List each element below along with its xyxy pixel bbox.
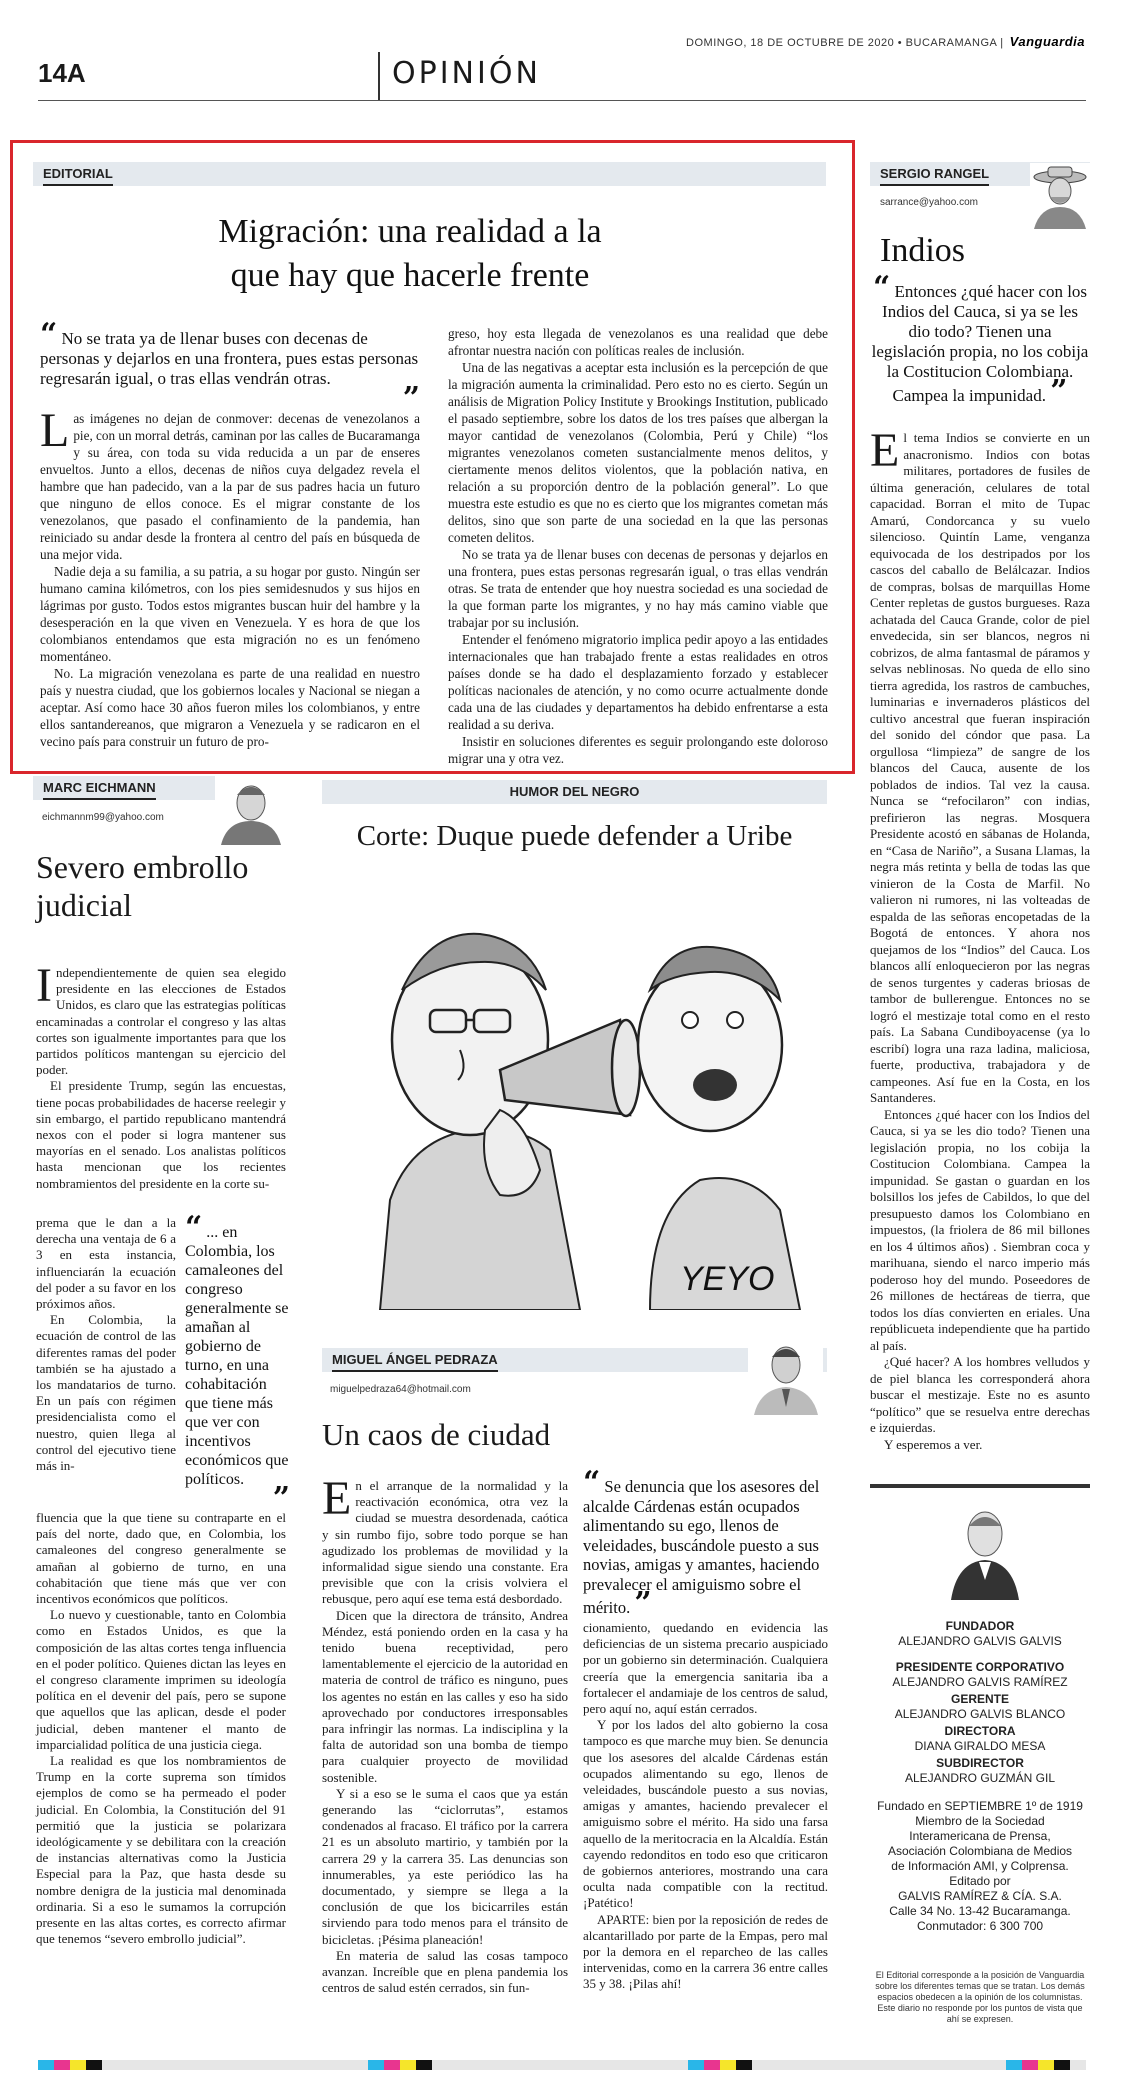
info-line: Fundado en SEPTIEMBRE 1º de 1919 [877,1799,1083,1813]
eichmann-body-top [36,959,286,1192]
cartoonist-signature: YEYO [680,1260,775,1298]
info-line: Interamericana de Prensa, [909,1829,1051,1843]
dropcap: E [870,424,900,477]
columnist-email: miguelpedraza64@hotmail.com [330,1384,471,1395]
paragraph: ¿Qué hacer? A los hombres velludos y de piel blanca les corresponderá ahora buscar el mestizaje. Este no es asunto “político” que se resuelva entre derechas e izquierdas. [870,1354,1090,1435]
pedraza-column-2 [583,1620,828,1993]
paragraph: Insistir en soluciones diferentes es seguir prolongando este doloroso migrar una y otra vez. [448,734,828,766]
paragraph: Una de las negativas a aceptar esta inclusión es la percepción de que la migración aumenta la criminalidad. Pero esto no es cierto. Según un análisis de Migration Policy Institute y Brookings Institution, publicado el pasado septiembre, sobre los datos de los tres países que albergan la mayor cantidad de venezolanos (Colombia, Perú y Chile) “los migrantes venezolanos cometen sustancialmente menos delitos, y ciertamente menos delitos violentos, que la población nativa, en relación a su proporción dentro de la población general”. Lo que muestra este estudio es que no es cierto que los migrantes cometan más delitos, sino que son parte de una sociedad en la que las personas cometen delitos. [448,360,828,545]
rangel-pullquote-text: Entonces ¿qué hacer con los Indios del Cauca, si ya se les dio todo? Tienen una legislación propia, no los cobija la Costitucion Colombiana. Campea la impunidad. [871,282,1089,405]
cartoon-label: HUMOR DEL NEGRO [322,780,827,804]
editorial-column-1 [40,404,420,750]
paragraph: La realidad es que los nombramientos de Trump en la corte suprema son tímidos ejemplos de como se ha permeado el poder judicial. En Colombia, la Constitución del 91 permitió que la justicia se polarizara ideológicamente y se debilitara con la creación de instancias alternativas como la Justicia Especial para la Paz, que hasta desde su nombre denigra de la justicia mal denominada ordinaria. Si a eso le sumamos la corrupción presente en las altas cortes, es correcto afirmar que tenemos “severo embrollo judicial”. [36,1753,286,1947]
paragraph: No se trata ya de llenar buses con decenas de personas y dejarlos en una frontera, pues estas personas regresarán igual, o tras ellas vendrán otras. Se trata de entender que hoy nuestra sociedad es una sociedad de la que forman parte los migrantes, y no hay más camino viable que trabajar por su inclusión. [448,547,828,630]
paragraph: cionamiento, quedando en evidencia las deficiencias de un sistema precario auspiciado por un gobierno sin determinación. Cualquiera creería que la emergencia sanitaria iba a fortalecer el andamiaje de los centros de salud, pero aquí no, aquí están cerrados. [583,1620,828,1717]
pedraza-pullquote [583,1465,828,1621]
header-rule [38,100,1086,101]
rangel-pullquote [870,270,1090,409]
credit-name: ALEJANDRO GALVIS GALVIS [898,1633,1062,1648]
paragraph: fluencia que la que tiene su contraparte en el país del norte, dado que, en Colombia, los camaleones del congreso generalmente se amañan al gobierno de turno, en una cohabitación que tiene más que ver con incentivos económicos que políticos. [36,1510,286,1607]
editorial-pullquote [40,317,420,416]
credit-name: ALEJANDRO GUZMÁN GIL [904,1770,1056,1785]
column-title-pedraza: Un caos de ciudad [322,1417,551,1452]
paragraph-text: l tema Indios se convierte en un anacronismo. Indios con botas militares, portadores de fusiles de última generación, celulares de total capacidad. Borran el mito de Tupac Amarú, Condorcanca y su vuelo silencioso. Quintín Lame, venganza equivocada de los destripados por los cascos del caballo de Belálcazar. Indios de compras, bolsas de marquillas Home Center repletas de gustos burgueses. Raza achatada del Cauca Grande, color de piel envedecida, sin ser blancos, negros ni cobrizos, de alma fantasmal de páramos y selvas neblinosas. No queda de ello sino tierra agredida, los rastros de cambuches, luminarias e invernaderos plásticos del cultivo ancestral que fueran inspiración del sonido del cóndor que pasa. La orgullosa “limpieza” de sangre de los blancos del Cauca, ausente de los poblados de indios. Tal vez la causa. Nunca se “refocilaron” con indias, prefirieron las negras. Mosquera Presidente acostó en sábanas de Holanda, en “Casa de Nariño”, a Susana Llamas, la negra más retinta y bella de todas las que vinieron de la Costa de Marfil. No valieron ni rumores, ni las volteadas de espalda de las señoras encopetadas de la Bogotá de entonces. Y ahora nos quejamos de los “Indios” del Cauca. Los blancos allí enloquecieron por las negras de senos turgentes y caderas briosas de tambor de bullerengue. Entonces no se logró el mestizaje total como en el resto país. La Sabana Cundiboyacense (ya lo escribí) logra una raza ladina, maliciosa, fuerte, productiva, trabajadora y de campeones. Así fue en la Costa, en los Santanderes. [870,430,1090,1105]
publisher-info [870,1799,1090,1934]
paragraph: Nadie deja a su familia, a su patria, a su hogar por gusto. Ningún ser humano camina kilómetros, con los pies semidesnudos y sus hijos en lágrimas por gusto. Todos estos migrantes buscan huir del hambre y la desesperación en la que viven en Venezuela. Y es hora de que los colombianos entendamos que esta migración no es un fenómeno momentáneo. [40,564,420,664]
info-line: GALVIS RAMÍREZ & CÍA. S.A. [898,1889,1062,1903]
paragraph: No. La migración venezolana es parte de una realidad en nuestro país y nuestra ciudad, que los gobiernos locales y Nacional se niegan a aceptar. Así como hace 30 años fueron miles los colombianos, y entre ellos santandereanos, que migraron a Venezuela y se radicaron en el vecino país para construir un futuro de pro- [40,666,420,749]
editorial-headline [110,210,710,298]
political-cartoon [350,870,810,1310]
header-divider [378,52,380,100]
paragraph [870,424,1090,1107]
editorial-column-2 [448,325,828,767]
paragraph: prema que le dan a la derecha una ventaja de 6 a 3 en esta instancia, influenciarán la ecuación del poder a su favor en los próximos años. [36,1215,176,1312]
columnist-name: MARC EICHMANN [43,778,156,800]
info-line: Conmutador: 6 300 700 [916,1919,1044,1933]
close-quote-icon: ” [1050,374,1068,409]
credit-role: DIRECTORA [944,1724,1016,1738]
info-line: Calle 34 No. 13-42 Bucaramanga. [889,1904,1071,1918]
paragraph: Y si a eso se le suma el caos que ya están generando las “ciclorrutas”, estamos condenados al fracaso. El tráfico por la carrera 21 es un absoluto martirio, y también por la carrera 29 y la carrera 35. Las denuncias son innumerables, ya este periódico las ha documentado, y siempre se llega a la conclusión de que los bicicarriles están sirviendo para todo menos para el tránsito de bicicletas. ¡Pésima planeación! [322,1785,568,1947]
paragraph: En materia de salud las cosas tampoco avanzan. Increíble que en plena pandemia los centros de salud estén cerrados, sin fun- [322,1947,568,1996]
open-quote-icon: “ [583,1465,601,1500]
paragraph: APARTE: bien por la reposición de redes de alcantarillado por parte de la Empas, pero mal por la demora en el reparcheo de las calles intervenidas, como en la carrera 36 entre calles 35 y 38. ¡Pilas ahí! [583,1911,828,1992]
section-title: OPINIÓN [392,56,541,91]
editorial-disclaimer: El Editorial corresponde a la posición de Vanguardia sobre los diferentes temas que se tratan. Los demás espacios obedecen a la opinión de los columnistas. Este diario no responde por los puntos de vista que ahí se expresen. [875,1970,1085,2024]
info-line: Miembro de la Sociedad [915,1814,1045,1828]
credit-name: ALEJANDRO GALVIS BLANCO [894,1706,1066,1721]
editorial-label [33,162,826,186]
columnist-email: sarrance@yahoo.com [880,197,978,208]
columnist-photo-eichmann [215,775,285,845]
paragraph: Entonces ¿qué hacer con los Indios del Cauca, si ya se les dio todo? Tienen una legislación propia, no los cobija la Costitucion Colombiana. Campea la impunidad. Se gastan o guardan en los bolsillos los jefes de Cabildos, lo que del presupuesto damos los Colombiano en impuestos, (la friolera de 86 mil billones en los 4 últimos años) . Siembran coca y marihuana, siendo el narco imperio más poderoso hoy del mundo. Poseedores de 26 millones de hectáreas de tierra, que todos los días convierten en eriales. Una repúblicueta independiente que ha partido al país. [870,1106,1090,1353]
editorial-headline-line2: que hay que hacerle frente [230,257,590,294]
columnist-name: MIGUEL ÁNGEL PEDRAZA [332,1350,498,1372]
dropcap: L [40,404,70,457]
page-number: 14A [38,58,86,88]
column-title-rangel: Indios [880,232,965,269]
eichmann-body-bottom [36,1510,286,1947]
eichmann-pullquote [185,1210,290,1516]
paragraph [322,1472,568,1608]
paragraph: El presidente Trump, según las encuestas, tiene pocas probabilidades de hacerse reelegir y sin embargo, el partido republicano mantendrá nexos con el poder si logra mantener sus mayorías en el senado. Los analistas políticos hasta mencionan que los recientes nombramientos del presidente en la corte su- [36,1078,286,1191]
credit-name: DIANA GIRALDO MESA [914,1738,1046,1753]
credits-divider [870,1484,1090,1488]
rangel-body [870,424,1090,1453]
paragraph: Dicen que la directora de tránsito, Andrea Méndez, está poniendo orden en la casa y ha tenido buena receptividad, pero lamentablemente el ejercicio de la autoridad en materia de control de tráfico es ninguno, pues los agentes no están en las calles y eso ha sido aprovechado por conductores irresponsables para infringir las normas. La indisciplina y la falta de autoridad son una bomba de tiempo para cualquier proyecto de movilidad sostenible. [322,1607,568,1785]
close-quote-icon: ” [272,1481,290,1516]
paragraph-text: n el arranque de la normalidad y la reactivación económica, otra vez la ciudad se muestra desordenada, caótica y sin rumbo fijo, sobre todo porque se han agudizado los problemas de movilidad y la informalidad sigue siendo una constante. Era previsible que con la crisis volviera el rebusque, pero aquí ese tema está desbordado. [322,1478,568,1607]
print-color-bar [38,2060,1086,2070]
editorial-headline-line1: Migración: una realidad a la [218,213,602,250]
dropcap: E [322,1472,352,1525]
paragraph [36,959,286,1078]
paragraph: Y por los lados del alto gobierno la cosa tampoco es que marche muy bien. Se denuncia que los asesores del alcalde Cárdenas están ocupados alimentando su ego, llenos de veleidades, buscándole puesto a sus novias, amigas y amantes, haciendo prevalecer el amiguismo sobre el mérito. Ha sido una farsa aquello de la meritocracia en la Alcaldía. Están cayendo redonditos en todo eso que criticaron de gobiernos anteriores, mostrando una cara oculta nada compatible con la rectitud. ¡Patético! [583,1717,828,1911]
paragraph: Lo nuevo y cuestionable, tanto en Colombia como en Estados Unidos, es que la composición de las altas cortes tenga influencia en el poder político. Quienes dictan las leyes en el congreso claramente imprimen su ideología política en el devenir del país, pero se supone que aquellos que las aplican, desde el poder judicial, deben mantener el manto de imparcialidad política de una justicia ciega. [36,1607,286,1752]
info-line: Asociación Colombiana de Medios [887,1844,1073,1858]
credit-role: FUNDADOR [945,1619,1015,1633]
editorial-pullquote-text: No se trata ya de llenar buses con decenas de personas y dejarlos en una frontera, pues estas personas regresarán igual, o tras ellas vendrán otras. [40,329,419,388]
founder-portrait [945,1500,1025,1600]
dropcap: I [36,959,52,1012]
dateline [686,34,1085,49]
columnist-email: eichmannm99@yahoo.com [42,812,164,823]
column-title-eichmann: Severo embrollo judicial [36,849,249,923]
paragraph: En Colombia, la ecuación de control de las diferentes ramas del poder también se ha ajustado a los mandatarios de turno. En un país con régimen presidencialista como el nuestro, quien llega al control del ejecutivo tiene más in- [36,1312,176,1474]
close-quote-icon: ” [402,381,420,416]
paragraph: Y esperemos a ver. [884,1436,983,1452]
editorial-label-text: EDITORIAL [43,164,113,186]
eichmann-body-narrow [36,1215,176,1474]
close-quote-icon: ” [634,1586,652,1621]
eichmann-pullquote-text: ... en Colombia, los camaleones del congreso generalmente se amañan al gobierno de turno, en una cohabitación que tiene más que ver con incentivos económicos que políticos. [185,1224,289,1488]
cartoon-title: Corte: Duque puede defender a Uribe [356,820,793,852]
columnist-photo-rangel [1030,163,1090,229]
paragraph: Entender el fenómeno migratorio implica pedir apoyo a las entidades internacionales que han trabajado frente a estas realidades en otros países donde se ha dado el desplazamiento forzado y establecer políticas nacionales de atención, y no como ocurre actualmente donde cada una de las ciudades y departamentos ha debido enfrentarse a esta realidad a su deriva. [448,632,828,732]
brand-logo: Vanguardia [1009,34,1085,49]
open-quote-icon: “ [185,1210,203,1245]
paragraph-text: as imágenes no dejan de conmover: decenas de venezolanos a pie, con un morral detrás, caminan por las calles de Bucaramanga y su área, con toda su vida reducida a un par de enseres envueltos. Junto a ellos, decenas de niños cuya delgadez revela el hambre que han padecido, van a la par de sus padres hacia un futuro que ninguno de ellos conoce. Es el migrar constante de los venezolanos, que pasado el confinamiento de la pandemia, han reiniciado su andar desde la frontera al centro del país en búsqueda de una mejor vida. [40,411,420,562]
info-line: Editado por [949,1874,1011,1888]
open-quote-icon: “ [872,270,891,305]
masthead-credits [870,1616,1090,1934]
info-line: de Información AMI, y Colprensa. [891,1859,1069,1873]
pedraza-column-1 [322,1472,568,1997]
columnist-name: SERGIO RANGEL [880,164,989,186]
dateline-text: DOMINGO, 18 DE OCTUBRE DE 2020 • BUCARAMANGA | [686,37,1004,49]
paragraph: greso, hoy esta llegada de venezolanos es una realidad que debe afrontar nuestra nación con políticas reales de inclusión. [448,326,828,358]
credit-role: SUBDIRECTOR [936,1756,1024,1770]
open-quote-icon: “ [40,317,58,352]
columnist-photo-pedraza [748,1335,823,1415]
paragraph [40,404,420,563]
credit-role: PRESIDENTE CORPORATIVO [895,1660,1065,1674]
paragraph-text: ndependientemente de quien sea elegido presidente en las elecciones de Estados Unidos, es claro que las estrategias políticas encaminadas a controlar el congreso y las altas cortes son igualmente importantes para que los partidos políticos mantengan su ejercicio del poder. [36,965,286,1078]
pedraza-pullquote-text: Se denuncia que los asesores del alcalde Cárdenas están ocupados alimentando su ego, llenos de veleidades, buscándole puesto a sus novias, amigas y amantes, haciendo prevalecer el amiguismo sobre el mérito. [583,1477,820,1617]
credit-role: GERENTE [950,1692,1009,1706]
credit-name: ALEJANDRO GALVIS RAMÍREZ [892,1674,1068,1689]
